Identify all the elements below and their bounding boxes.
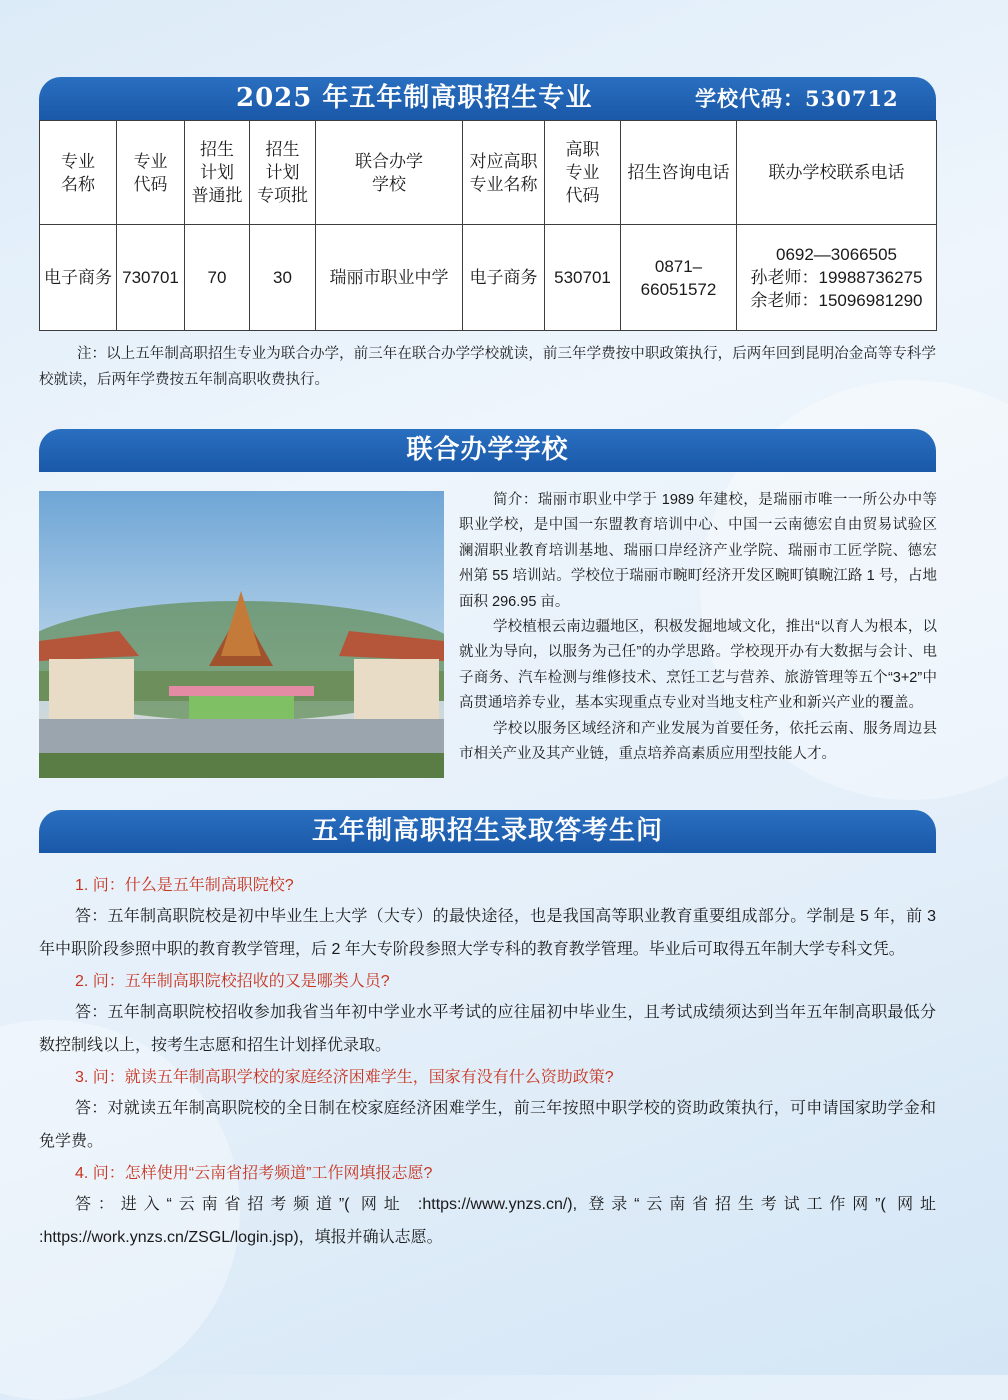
faq-answer: 答：五年制高职院校招收参加我省当年初中学业水平考试的应往届初中毕业生，且考试成绩须达到当年五年制高职最低分数控制线以上，按考生志愿和招生计划择优录取。 <box>39 1004 936 1054</box>
enrollment-note: 注：以上五年制高职招生专业为联合办学，前三年在联合办学学校就读，前三年学费按中职政策执行，后两年回到昆明冶金高等专科学校就读，后两年学费按五年制高职收费执行。 <box>39 346 936 388</box>
faq-question: 1. 问：什么是五年制高职院校? <box>75 877 294 894</box>
faq-answer: 答：进入“云南省招考频道”( 网址 :https://www.ynzs.cn/), 登录“云南省招生考试工作网”( 网址 :https://work.ynzs.cn/ZSGL/login.jsp)，填报并确认志愿。 <box>39 1196 936 1246</box>
cell-hv-code: 530701 <box>545 225 621 331</box>
school-gate-photo <box>39 491 444 778</box>
cell-plan-regular: 70 <box>185 225 250 331</box>
cell-consult-phone: 0871– 66051572 <box>621 225 737 331</box>
header-plan-special: 招生 计划 专项批 <box>250 121 316 225</box>
enrollment-title: 2025 年五年制高职招生专业 <box>236 83 593 113</box>
header-consult-phone: 招生咨询电话 <box>621 121 737 225</box>
faq-question: 3. 问：就读五年制高职学校的家庭经济困难学生，国家有没有什么资助政策? <box>75 1069 614 1086</box>
faq-answer: 答：对就读五年制高职院校的全日制在校家庭经济困难学生，前三年按照中职学校的资助政策执行，可申请国家助学金和免学费。 <box>39 1100 936 1150</box>
table-header-row <box>40 121 937 225</box>
cell-partner-school: 瑞丽市职业中学 <box>316 225 463 331</box>
faq-title-bar <box>39 810 936 853</box>
cell-major-code: 730701 <box>117 225 185 331</box>
cell-hv-major: 电子商务 <box>463 225 545 331</box>
enrollment-table <box>39 120 937 331</box>
enrollment-title-bar <box>39 77 936 120</box>
partner-title-bar <box>39 429 936 472</box>
faq-section-title: 五年制高职招生录取答考生问 <box>311 816 663 846</box>
intro-paragraph: 简介：瑞丽市职业中学于 1989 年建校，是瑞丽市唯一一所公办中等职业学校，是中国一东盟教育培训中心、中国一云南德宏自由贸易试验区澜湄职业教育培训基地、瑞丽口岸经济产业学院、瑞丽市工匠学院、德宏州第 55 培训站。学校位于瑞丽市畹町经济开发区畹町镇畹江路 1 号，占地面积 296.95 亩。 <box>459 492 937 610</box>
header-hv-major: 对应高职 专业名称 <box>463 121 545 225</box>
faq-question: 2. 问：五年制高职院校招收的又是哪类人员? <box>75 973 390 990</box>
header-hv-code: 高职 专业 代码 <box>545 121 621 225</box>
school-code: 学校代码：530712 <box>695 86 899 111</box>
intro-paragraph: 学校以服务区域经济和产业发展为首要任务，依托云南、服务周边县市相关产业及其产业链，重点培养高素质应用型技能人才。 <box>459 720 937 763</box>
cell-plan-special: 30 <box>250 225 316 331</box>
table-row <box>40 225 937 331</box>
faq-answer: 答：五年制高职院校是初中毕业生上大学（大专）的最快途径，也是我国高等职业教育重要组成部分。学制是 5 年，前 3 年中职阶段参照中职的教育教学管理，后 2 年大专阶段参照大学专科的教育教学管理。毕业后可取得五年制大学专科文凭。 <box>39 908 936 958</box>
partner-section-title: 联合办学学校 <box>406 435 569 465</box>
header-major-name: 专业 名称 <box>40 121 117 225</box>
header-partner-school: 联合办学 学校 <box>316 121 463 225</box>
header-plan-regular: 招生 计划 普通批 <box>185 121 250 225</box>
header-contact-phone: 联办学校联系电话 <box>737 121 937 225</box>
partner-intro <box>459 488 937 767</box>
cell-major: 电子商务 <box>40 225 117 331</box>
header-major-code: 专业 代码 <box>117 121 185 225</box>
cell-contact-phone: 0692—3066505 孙老师：19988736275 余老师：15096981290 <box>737 225 937 331</box>
faq-list <box>39 872 936 1256</box>
intro-paragraph: 学校植根云南边疆地区，积极发掘地域文化，推出“以育人为根本，以就业为导向，以服务为己任”的办学思路。学校现开办有大数据与会计、电子商务、汽车检测与维修技术、烹饪工艺与营养、旅游管理等五个“3+2”中高贯通培养专业，基本实现重点专业对当地支柱产业和新兴产业的覆盖。 <box>459 619 937 712</box>
faq-question: 4. 问：怎样使用“云南省招考频道”工作网填报志愿? <box>75 1165 433 1182</box>
